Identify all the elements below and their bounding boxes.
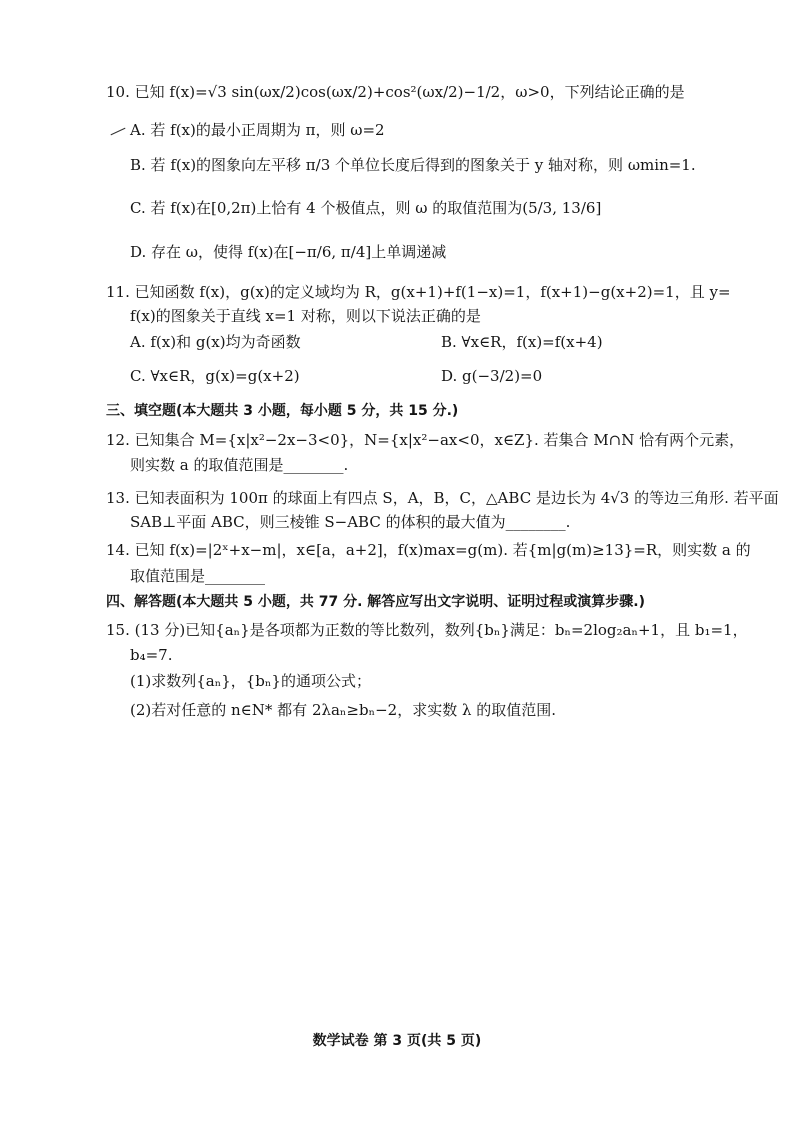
q14-line2: 取值范围是________ — [130, 567, 266, 585]
q10-option-b: B. 若 f(x)的图象向左平移 π/3 个单位长度后得到的图象关于 y 轴对称，则 ωmin=1. — [130, 156, 696, 174]
q12-line1: 12. 已知集合 M={x|x²−2x−3<0}，N={x|x²−ax<0，x∈Z}. 若集合 M∩N 恰有两个元素， — [106, 431, 745, 449]
q11-stem-line1: 11. 已知函数 f(x)，g(x)的定义域均为 R，g(x+1)+f(1−x)=1，f(x+1)−g(x+2)=1，且 y= — [106, 283, 731, 301]
q11-option-a: A. f(x)和 g(x)均为奇函数 — [130, 333, 301, 351]
q10-stem: 10. 已知 f(x)=√3 sin(ωx/2)cos(ωx/2)+cos²(ωx/2)−1/2，ω>0，下列结论正确的是 — [106, 83, 685, 101]
q15-part1: (1)求数列{aₙ}，{bₙ}的通项公式； — [130, 672, 371, 690]
q12-line2: 则实数 a 的取值范围是________. — [130, 456, 349, 474]
q10-option-d: D. 存在 ω，使得 f(x)在[−π/6, π/4]上单调递减 — [130, 243, 447, 261]
q10-option-c: C. 若 f(x)在[0,2π)上恰有 4 个极值点，则 ω 的取值范围为(5/3, 13/6] — [130, 199, 602, 217]
page-footer: 数学试卷 第 3 页(共 5 页) — [312, 1033, 482, 1049]
q13-line1: 13. 已知表面积为 100π 的球面上有四点 S，A，B，C，△ABC 是边长为 4√3 的等边三角形. 若平面 — [106, 489, 779, 507]
section-fill-in-heading: 三、填空题(本大题共 3 小题，每小题 5 分，共 15 分.) — [106, 403, 459, 419]
pen-mark — [111, 128, 126, 136]
q15-part2: (2)若对任意的 n∈N* 都有 2λaₙ≥bₙ−2，求实数 λ 的取值范围. — [130, 701, 557, 719]
q13-line2: SAB⊥平面 ABC，则三棱锥 S−ABC 的体积的最大值为________. — [130, 513, 571, 531]
q11-option-d: D. g(−3/2)=0 — [441, 367, 543, 385]
q15-line1: 15. (13 分)已知{aₙ}是各项都为正数的等比数列，数列{bₙ}满足：bₙ=2log₂aₙ+1，且 b₁=1， — [106, 621, 748, 639]
q15-line2: b₄=7. — [130, 646, 173, 664]
q11-stem-line2: f(x)的图象关于直线 x=1 对称，则以下说法正确的是 — [130, 307, 481, 325]
q10-option-a: A. 若 f(x)的最小正周期为 π，则 ω=2 — [130, 121, 385, 139]
q14-line1: 14. 已知 f(x)=|2ˣ+x−m|，x∈[a，a+2]，f(x)max=g(m). 若{m|g(m)≥13}=R，则实数 a 的 — [106, 541, 751, 559]
q11-option-c: C. ∀x∈R，g(x)=g(x+2) — [130, 367, 300, 385]
q11-option-b: B. ∀x∈R，f(x)=f(x+4) — [441, 333, 603, 351]
section-solution-heading: 四、解答题(本大题共 5 小题，共 77 分. 解答应写出文字说明、证明过程或演算步骤.) — [106, 594, 646, 610]
